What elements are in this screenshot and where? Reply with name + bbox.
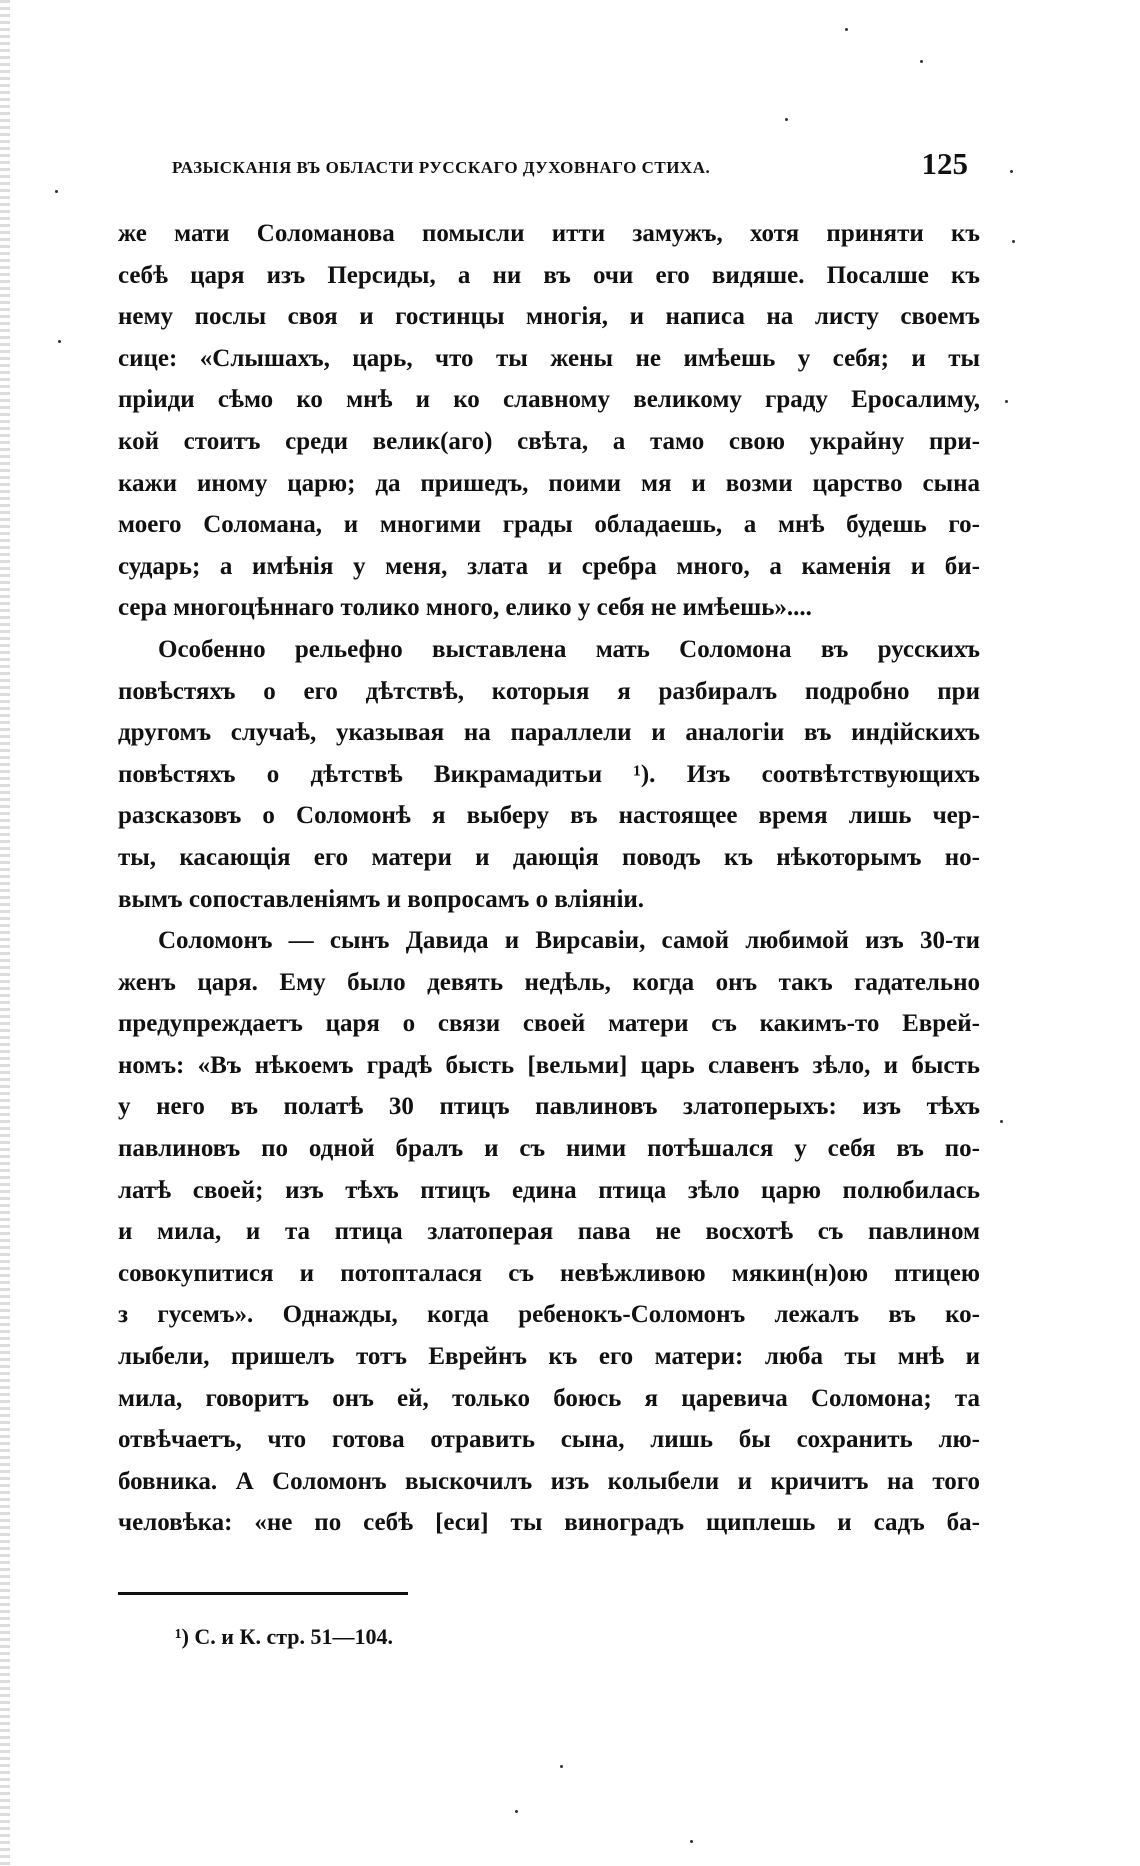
- speck: [1000, 1120, 1003, 1123]
- text-line: номъ: «Въ нѣкоемъ градѣ бысть [вельми] царь славенъ зѣло, и бысть: [118, 1051, 980, 1079]
- text-line: женъ царя. Ему было девять недѣль, когда онъ такъ гадательно: [118, 968, 980, 996]
- text-line: павлиновъ по одной бралъ и съ ними потѣшался у себя въ по-: [118, 1135, 980, 1163]
- text-line: Соломонъ — сынъ Давида и Вирсавіи, самой любимой изъ 30-ти: [158, 927, 980, 955]
- text-line: совокупитися и потопталася съ невѣжливою мякин(н)ою птицею: [118, 1259, 980, 1287]
- speck: [1010, 170, 1013, 173]
- speck: [1005, 400, 1008, 403]
- footnote-rule: [118, 1592, 408, 1595]
- footnote: ¹) С. и К. стр. 51—104.: [175, 1624, 394, 1649]
- text-line: латѣ своей; изъ тѣхъ птицъ едина птица зѣло царю полюбилась: [118, 1176, 980, 1204]
- text-line: разсказовъ о Соломонѣ я выберу въ настоящее время лишь чер-: [118, 802, 980, 830]
- paragraph-3: [118, 920, 980, 1544]
- text-line: себѣ царя изъ Персиды, а ни въ очи его видяше. Посалше къ: [118, 261, 980, 289]
- text-line: сера многоцѣннаго толико много, елико у себя не имѣешь»....: [118, 594, 812, 622]
- page-header: [150, 138, 980, 186]
- text-line: лыбели, пришелъ тотъ Еврейнъ къ его матери: люба ты мнѣ и: [118, 1343, 980, 1371]
- binding-edge: [0, 0, 10, 1866]
- text-line: предупреждаетъ царя о связи своей матери съ какимъ-то Еврей-: [118, 1010, 980, 1038]
- text-line: у него въ полатѣ 30 птицъ павлиновъ златоперыхъ: изъ тѣхъ: [118, 1093, 980, 1121]
- running-head: РАЗЫСКАНІЯ ВЪ ОБЛАСТИ РУССКАГО ДУХОВНАГО СТИХА.: [172, 158, 711, 177]
- text-line: кой стоитъ среди велик(аго) свѣта, а тамо свою украйну при-: [118, 427, 980, 455]
- speck: [58, 340, 61, 343]
- text-line: другомъ случаѣ, указывая на параллели и аналогіи въ индійскихъ: [118, 719, 980, 747]
- paragraph-2: [118, 629, 980, 920]
- text-line: вымъ сопоставленіямъ и вопросамъ о вліяніи.: [118, 885, 645, 913]
- text-line: бовника. А Соломонъ выскочилъ изъ колыбели и кричитъ на того: [118, 1467, 980, 1495]
- speck: [560, 1765, 563, 1768]
- text-line: сице: «Слышахъ, царь, что ты жены не имѣешь у себя; и ты: [118, 344, 980, 372]
- text-line: повѣстяхъ о его дѣтствѣ, которыя я разбиралъ подробно при: [118, 677, 980, 705]
- text-line: же мати Соломанова помысли итти замужъ, хотя приняти къ: [118, 220, 980, 247]
- speck: [845, 28, 848, 31]
- text-line: нему послы своя и гостинцы многія, и написа на листу своемъ: [118, 303, 980, 331]
- speck: [515, 1810, 518, 1813]
- text-line: Особенно рельефно выставлена мать Соломона въ русскихъ: [158, 635, 980, 663]
- text-line: ты, касающія его матери и дающія поводъ къ нѣкоторымъ но-: [118, 843, 980, 871]
- speck: [55, 190, 58, 193]
- text-line: з гусемъ». Однажды, когда ребенокъ-Соломонъ лежалъ въ ко-: [118, 1301, 980, 1329]
- speck: [785, 118, 788, 121]
- speck: [1012, 240, 1015, 243]
- paragraph-1: [118, 213, 980, 629]
- text-line: сударь; а имѣнія у меня, злата и сребра много, а каменія и би-: [118, 552, 980, 580]
- text-line: кажи иному царю; да пришедъ, поими мя и возми царство сына: [118, 469, 980, 497]
- text-line: пріиди сѣмо ко мнѣ и ко славному великому граду Еросалиму,: [118, 386, 980, 414]
- speck: [690, 1840, 693, 1843]
- text-line: и мила, и та птица златоперая пава не восхотѣ съ павлином: [118, 1218, 980, 1246]
- page-number: 125: [921, 146, 968, 181]
- text-line: человѣка: «не по себѣ [еси] ты виноградъ щиплешь и садъ ба-: [118, 1509, 980, 1537]
- text-line: повѣстяхъ о дѣтствѣ Викрамадитьи ¹). Изъ соотвѣтствующихъ: [118, 760, 980, 788]
- text-line: моего Соломана, и многими грады обладаешь, а мнѣ будешь го-: [118, 511, 980, 539]
- body-text: [118, 213, 980, 1544]
- speck: [920, 60, 923, 63]
- text-line: мила, говоритъ онъ ей, только боюсь я царевича Соломона; та: [118, 1384, 980, 1412]
- text-line: отвѣчаетъ, что готова отравить сына, лишь бы сохранить лю-: [118, 1426, 980, 1454]
